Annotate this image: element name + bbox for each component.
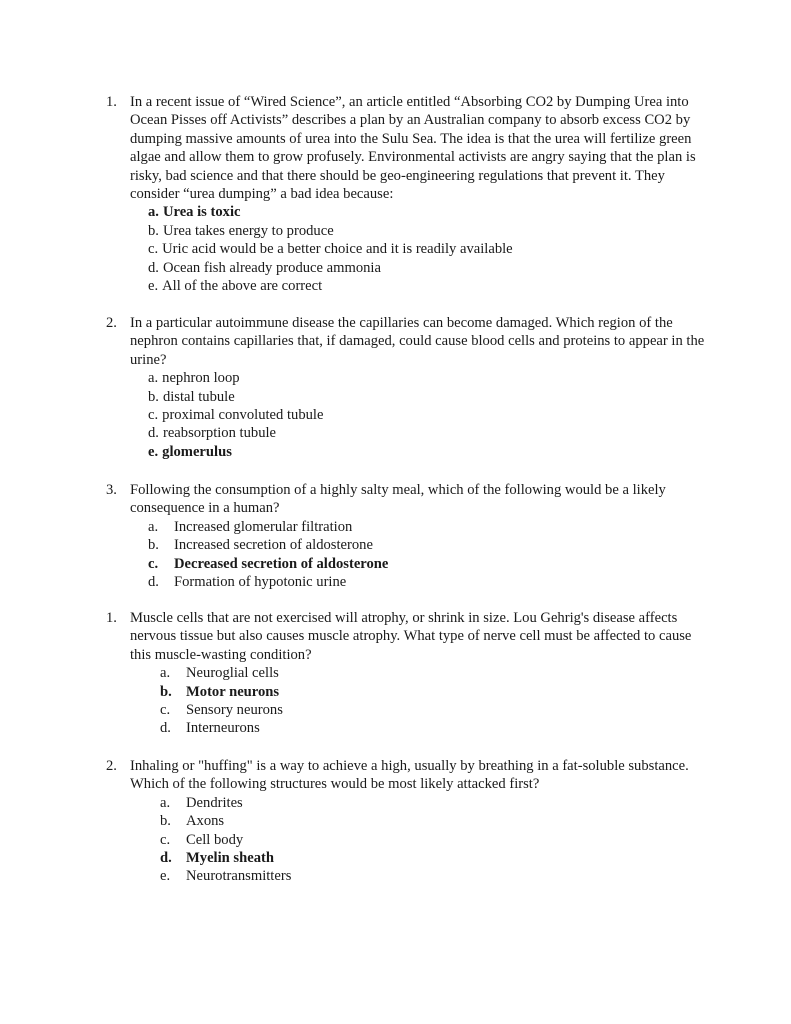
question-text: Following the consumption of a highly salty meal, which of the following would be a likely consequence in a human? xyxy=(130,482,666,517)
answer-option-correct: e. glomerulus xyxy=(148,443,232,460)
answer-option: a. nephron loop xyxy=(148,370,240,387)
answer-option: b. Increased secretion of aldosterone xyxy=(148,537,373,554)
question-urea xyxy=(106,93,706,295)
answer-option-correct: d. Myelin sheath xyxy=(160,850,274,867)
question-text: In a recent issue of “Wired Science”, an article entitled “Absorbing CO2 by Dumping Urea into Ocean Pisses off Activists” describes a plan by an Australian company to absorb excess CO2 by dumping massive amounts of urea into the Sulu Sea. The idea is that the urea will fertilize green algae and allow them to grow profusely. Environmental activists are angry saying that the plan is risky, bad science and that there should be geo-engineering regulations that prevent it. They consider “urea dumping” a bad idea because: xyxy=(130,94,696,203)
question-number: 2. xyxy=(106,315,117,331)
answer-option: c. Sensory neurons xyxy=(160,702,283,719)
answer-option-correct: a. Urea is toxic xyxy=(148,204,241,221)
question-number: 1. xyxy=(106,94,117,110)
answer-option: c. proximal convoluted tubule xyxy=(148,407,324,424)
answer-option: d. Interneurons xyxy=(160,720,260,737)
answer-option: a. Increased glomerular filtration xyxy=(148,518,353,535)
question-text: In a particular autoimmune disease the capillaries can become damaged. Which region of the nephron contains capillaries that, if damaged, could cause blood cells and proteins to appear in the urine? xyxy=(130,315,705,368)
question-number: 1. xyxy=(106,610,117,626)
question-text: Inhaling or "huffing" is a way to achieve a high, usually by breathing in a fat-soluble substance. Which of the following structures would be most likely attacked first? xyxy=(130,758,689,793)
answer-options xyxy=(160,664,706,738)
question-nephron xyxy=(106,314,706,461)
answer-option: b. Urea takes energy to produce xyxy=(148,222,334,239)
answer-options xyxy=(160,794,706,886)
answer-option: a. Neuroglial cells xyxy=(160,665,279,682)
answer-options xyxy=(148,518,706,592)
answer-options xyxy=(148,203,706,295)
question-text: Muscle cells that are not exercised will atrophy, or shrink in size. Lou Gehrig's disease affects nervous tissue but also causes muscle atrophy. What type of nerve cell must be affected to cause this muscle-wasting condition? xyxy=(130,610,692,663)
question-salty-meal xyxy=(106,481,706,591)
answer-option: d. Formation of hypotonic urine xyxy=(148,574,347,591)
question-muscle-atrophy xyxy=(106,609,706,738)
answer-option: e. All of the above are correct xyxy=(148,278,323,295)
answer-option: c. Cell body xyxy=(160,831,244,848)
answer-option: b. Axons xyxy=(160,813,225,830)
answer-option: b. distal tubule xyxy=(148,388,235,405)
question-huffing xyxy=(106,757,706,886)
answer-options xyxy=(148,369,706,461)
answer-option: d. Ocean fish already produce ammonia xyxy=(148,259,381,276)
question-number: 2. xyxy=(106,758,117,774)
answer-option: e. Neurotransmitters xyxy=(160,868,292,885)
answer-option-correct: b. Motor neurons xyxy=(160,683,280,700)
answer-option: c. Uric acid would be a better choice and it is readily available xyxy=(148,241,513,258)
answer-option-correct: c. Decreased secretion of aldosterone xyxy=(148,555,389,572)
question-number: 3. xyxy=(106,482,117,498)
answer-option: a. Dendrites xyxy=(160,794,243,811)
answer-option: d. reabsorption tubule xyxy=(148,425,277,442)
